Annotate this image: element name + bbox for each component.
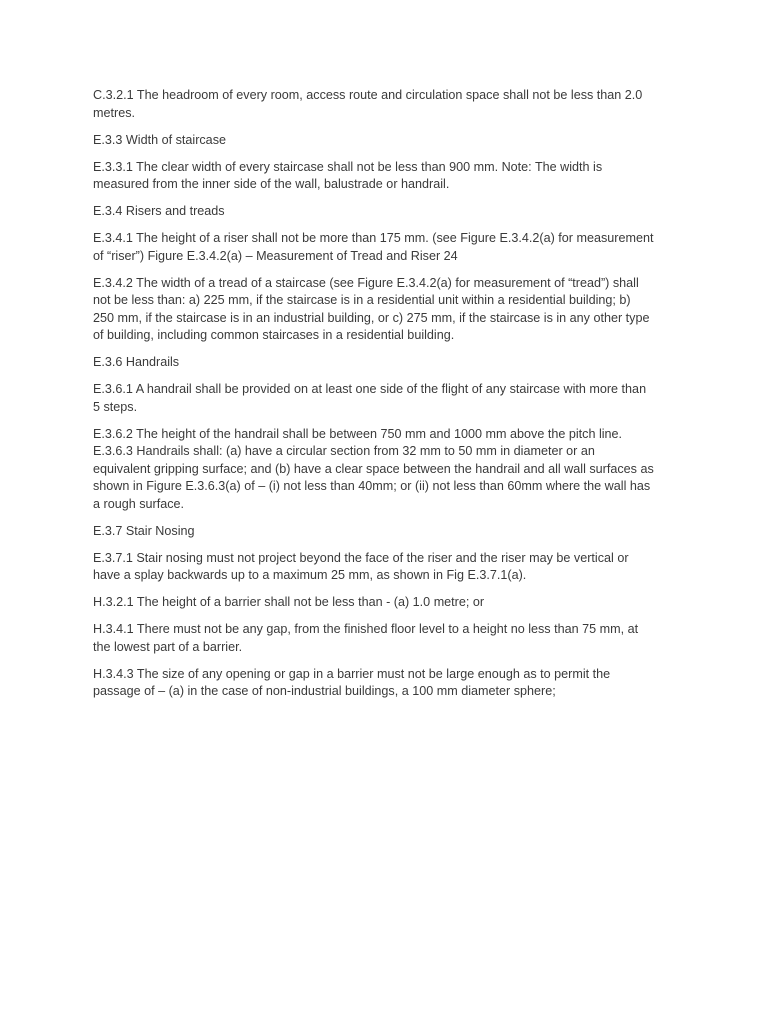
text-line: of building, including common staircases in a residential building. <box>93 328 455 342</box>
text-line: not be less than: a) 225 mm, if the staircase is in a residential unit within a residential building; b) <box>93 293 631 307</box>
text-line: E.3.6.1 A handrail shall be provided on at least one side of the flight of any staircase with more than <box>93 382 647 396</box>
text-line: E.3.3.1 The clear width of every staircase shall not be less than 900 mm. Note: The width is <box>93 159 603 174</box>
text-line: equivalent gripping surface; and (b) have a clear space between the handrail and all wall surfaces as <box>93 461 654 476</box>
paragraph-e341 <box>93 230 677 265</box>
text-line: have a splay backwards up to a maximum 25 mm, as shown in Fig E.3.7.1(a). <box>93 568 527 582</box>
paragraph-h343 <box>93 666 677 701</box>
paragraph-h341 <box>93 621 677 656</box>
heading-e33 <box>93 132 677 150</box>
text-line: shown in Figure E.3.6.3(a) of – (i) not less than 40mm; or (ii) not less than 60mm where the wall has <box>93 479 651 493</box>
text-line: C.3.2.1 The headroom of every room, access route and circulation space shall not be less than 2.0 <box>93 88 643 102</box>
paragraph-e342 <box>93 275 677 345</box>
text-line: measured from the inner side of the wall, balustrade or handrail. <box>93 177 450 191</box>
text-line: H.3.2.1 The height of a barrier shall not be less than - (a) 1.0 metre; or <box>93 595 485 609</box>
text-line: E.3.4 Risers and treads <box>93 204 225 218</box>
text-line: E.3.3 Width of staircase <box>93 132 226 147</box>
text-line: 250 mm, if the staircase is in an industrial building, or c) 275 mm, if the staircase is in any other type <box>93 310 650 325</box>
text-line: H.3.4.1 There must not be any gap, from the finished floor level to a height no less than 75 mm, at <box>93 622 639 636</box>
document-body <box>93 87 677 710</box>
paragraph-h321 <box>93 594 677 612</box>
text-line: E.3.6 Handrails <box>93 355 180 369</box>
text-line: passage of – (a) in the case of non-industrial buildings, a 100 mm diameter sphere; <box>93 684 556 698</box>
text-line: H.3.4.3 The size of any opening or gap in a barrier must not be large enough as to permit the <box>93 666 611 681</box>
paragraph-e362-e363 <box>93 426 677 514</box>
paragraph-e331 <box>93 159 677 194</box>
paragraph-c321 <box>93 87 677 122</box>
text-line: metres. <box>93 105 135 120</box>
paragraph-e371 <box>93 550 677 585</box>
text-line: 5 steps. <box>93 399 138 414</box>
heading-e36 <box>93 354 677 372</box>
text-line: the lowest part of a barrier. <box>93 639 243 654</box>
text-line: E.3.6.3 Handrails shall: (a) have a circular section from 32 mm to 50 mm in diameter or an <box>93 444 595 458</box>
heading-e34 <box>93 203 677 221</box>
text-line: E.3.4.2 The width of a tread of a staircase (see Figure E.3.4.2(a) for measurement of “tread”) shall <box>93 275 639 290</box>
paragraph-e361 <box>93 381 677 416</box>
text-line: E.3.7 Stair Nosing <box>93 523 195 538</box>
text-line: of “riser”) Figure E.3.4.2(a) – Measurement of Tread and Riser 24 <box>93 248 458 263</box>
text-line: E.3.6.2 The height of the handrail shall be between 750 mm and 1000 mm above the pitch line. <box>93 426 623 441</box>
text-line: E.3.4.1 The height of a riser shall not be more than 175 mm. (see Figure E.3.4.2(a) for measurement <box>93 231 654 245</box>
heading-e37 <box>93 523 677 541</box>
text-line: a rough surface. <box>93 496 185 511</box>
text-line: E.3.7.1 Stair nosing must not project beyond the face of the riser and the riser may be vertical or <box>93 550 629 565</box>
